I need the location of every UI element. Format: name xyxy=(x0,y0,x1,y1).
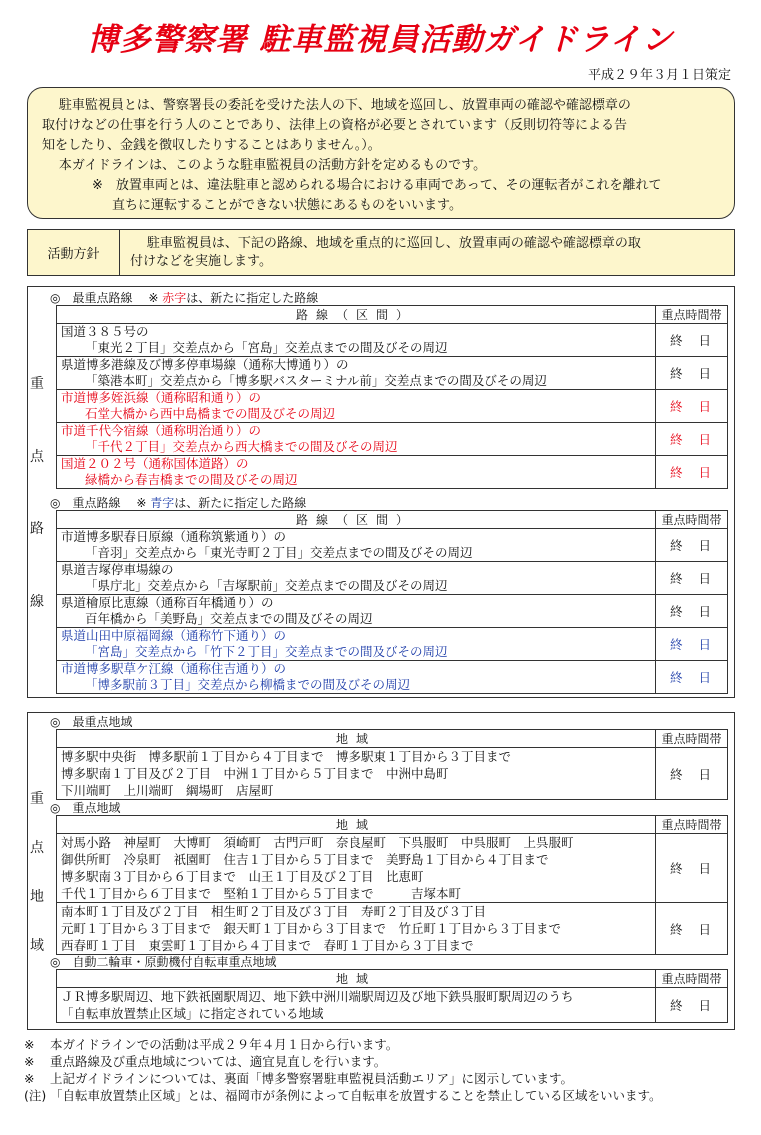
time-cell: 終日 xyxy=(656,748,728,800)
route-name: 市道博多駅草ケ江線（通称住吉通り）の xyxy=(61,661,287,676)
policy-line: 駐車監視員は、下記の路線、地域を重点的に巡回し、放置車両の確認や確認標章の取 xyxy=(146,236,641,251)
column-header: 路線（区間） xyxy=(57,511,656,529)
table-row xyxy=(57,628,728,661)
area-line: 南本町１丁目及び２丁目 相生町２丁目及び３丁目 寿町２丁目及び３丁目 xyxy=(61,904,487,919)
route-section: 「宮島」交差点から「竹下２丁目」交差点までの間及びその周辺 xyxy=(85,644,448,659)
policy-panel xyxy=(27,229,735,276)
footer-note xyxy=(24,1070,662,1087)
routes-box xyxy=(27,286,735,698)
table-row xyxy=(57,357,728,390)
area-line: 博多駅南１丁目及び２丁目 中洲１丁目から５丁目まで 中洲中島町 xyxy=(61,766,449,781)
route-section: 緑橋から春吉橋までの間及びその周辺 xyxy=(85,472,298,487)
table-row xyxy=(57,390,728,423)
time-cell: 終日 xyxy=(656,988,728,1023)
route-section: 「築港本町」交差点から「博多駅バスターミナル前」交差点までの間及びその周辺 xyxy=(85,373,547,388)
footer-notes xyxy=(24,1036,662,1104)
footer-text: 重点路線及び重点地域については、適宜見直しを行います。 xyxy=(50,1054,387,1069)
section-note-mark: ※ xyxy=(148,291,159,305)
side-char: 重 xyxy=(30,376,44,393)
section-title: ◎ 最重点路線 xyxy=(50,291,133,305)
footer-mark: ※ xyxy=(24,1054,35,1069)
section-note: は、新たに指定した路線 xyxy=(186,291,319,305)
section-heading xyxy=(50,494,306,511)
side-char: 地 xyxy=(30,888,44,905)
table-row xyxy=(57,903,728,955)
area-line: 元町１丁目から３丁目まで 銀天町１丁目から３丁目まで 竹丘町１丁目から３丁目まで xyxy=(61,921,562,936)
intro-panel xyxy=(27,87,735,219)
policy-label: 活動方針 xyxy=(28,230,120,275)
time-cell: 終日 xyxy=(656,357,728,390)
section-note-highlight: 青字 xyxy=(150,496,175,510)
column-header: 重点時間帯 xyxy=(656,511,728,529)
column-header: 地域 xyxy=(57,816,656,834)
footer-text: 「自転車放置禁止区域」とは、福岡市が条例によって自転車を放置することを禁止している区域をいいます。 xyxy=(50,1088,662,1103)
footer-mark: ※ xyxy=(24,1037,35,1052)
third-areas-table xyxy=(56,969,728,1023)
intro-note: 直ちに運転することができない状態にあるものをいいます。 xyxy=(112,198,462,213)
footer-note xyxy=(24,1036,662,1053)
column-header: 重点時間帯 xyxy=(656,730,728,748)
second-routes-table xyxy=(56,510,728,694)
area-line: 西春町１丁目 東雲町１丁目から４丁目まで 春町１丁目から３丁目まで xyxy=(61,938,474,953)
area-line: ＪＲ博多駅周辺、地下鉄祇園駅周辺、地下鉄中洲川端駅周辺及び地下鉄呉服町駅周辺のうち xyxy=(61,989,574,1004)
footer-mark: (注) xyxy=(24,1088,47,1103)
time-cell: 終日 xyxy=(656,423,728,456)
intro-text: 本ガイドラインは、このような駐車監視員の活動方針を定めるものです。 xyxy=(58,158,487,173)
column-header: 重点時間帯 xyxy=(656,306,728,324)
route-section: 「博多駅前３丁目」交差点から柳橋までの間及びその周辺 xyxy=(85,677,411,692)
time-cell: 終日 xyxy=(656,595,728,628)
section-note-highlight: 赤字 xyxy=(162,291,187,305)
time-cell: 終日 xyxy=(656,903,728,955)
route-section: 「音羽」交差点から「東光寺町２丁目」交差点までの間及びその周辺 xyxy=(85,545,473,560)
route-name: 県道檜原比恵線（通称百年橋通り）の xyxy=(61,595,274,610)
route-name: 市道博多駅春日原線（通称筑紫通り）の xyxy=(61,529,287,544)
route-name: 国道３８５号の xyxy=(61,324,149,339)
footer-note xyxy=(24,1087,662,1104)
footer-mark: ※ xyxy=(24,1071,35,1086)
route-name: 国道２０２号（通称国体道路）の xyxy=(61,456,249,471)
route-section: 「千代２丁目」交差点から西大橋までの間及びその周辺 xyxy=(85,439,398,454)
footer-text: 上記ガイドラインについては、裏面「博多警察署駐車監視員活動エリア」に図示しています。 xyxy=(50,1071,574,1086)
route-cell xyxy=(57,628,656,661)
section-heading xyxy=(50,289,318,306)
time-cell: 終日 xyxy=(656,562,728,595)
side-char: 点 xyxy=(30,448,44,465)
section-heading: ◎ 自動二輪車・原動機付自転車重点地域 xyxy=(50,955,277,969)
area-line: 対馬小路 神屋町 大博町 須崎町 古門戸町 奈良屋町 下呉服町 中呉服町 上呉服町 xyxy=(61,835,574,850)
footer-text: 本ガイドラインでの活動は平成２９年４月１日から行います。 xyxy=(50,1037,399,1052)
table-row xyxy=(57,748,728,800)
table-row xyxy=(57,562,728,595)
route-name: 県道吉塚停車場線の xyxy=(61,562,174,577)
route-section: 石堂大橋から西中島橋までの間及びその周辺 xyxy=(85,406,336,421)
column-header: 地域 xyxy=(57,970,656,988)
second-areas-table xyxy=(56,815,728,955)
area-line: 千代１丁目から６丁目まで 堅粕１丁目から５丁目まで 吉塚本町 xyxy=(61,886,462,901)
policy-line: 付けなどを実施します。 xyxy=(130,254,272,269)
areas-box xyxy=(27,712,735,1030)
table-row xyxy=(57,423,728,456)
section-heading: ◎ 重点地域 xyxy=(50,801,121,815)
area-line: 御供所町 冷泉町 祇園町 住吉１丁目から５丁目まで 美野島１丁目から４丁目まで xyxy=(61,852,549,867)
table-row xyxy=(57,661,728,694)
route-name: 県道山田中原福岡線（通称竹下通り）の xyxy=(61,628,287,643)
time-cell: 終日 xyxy=(656,456,728,489)
area-cell xyxy=(57,988,656,1023)
table-row xyxy=(57,988,728,1023)
table-row xyxy=(57,834,728,903)
intro-note: ※ 放置車両とは、違法駐車と認められる場合における車両であって、その運転者がこれを離れて xyxy=(92,178,662,193)
page-title: 博多警察署 駐車監視員活動ガイドライン xyxy=(87,22,674,58)
table-row xyxy=(57,456,728,489)
area-line: 博多駅中央街 博多駅前１丁目から４丁目まで 博多駅東１丁目から３丁目まで xyxy=(61,749,512,764)
time-cell: 終日 xyxy=(656,628,728,661)
route-section: 「県庁北」交差点から「吉塚駅前」交差点までの間及びその周辺 xyxy=(85,578,448,593)
area-cell xyxy=(57,834,656,903)
area-cell xyxy=(57,748,656,800)
areas-side-label xyxy=(28,713,46,1029)
route-section: 「東光２丁目」交差点から「宮島」交差点までの間及びその周辺 xyxy=(85,340,448,355)
route-name: 県道博多港線及び博多停車場線（通称大博通り）の xyxy=(61,357,349,372)
section-note: は、新たに指定した路線 xyxy=(174,496,307,510)
time-cell: 終日 xyxy=(656,661,728,694)
table-row xyxy=(57,595,728,628)
area-line: 博多駅南３丁目から６丁目まで 山王１丁目及び２丁目 比恵町 xyxy=(61,869,424,884)
area-cell xyxy=(57,903,656,955)
intro-text: 取付けなどの仕事を行う人のことであり、法律上の資格が必要とされています（反則切符等による告 xyxy=(42,118,628,133)
table-row xyxy=(57,324,728,357)
column-header: 重点時間帯 xyxy=(656,970,728,988)
side-char: 路 xyxy=(30,521,44,538)
column-header: 地域 xyxy=(57,730,656,748)
side-char: 線 xyxy=(30,593,44,610)
side-char: 域 xyxy=(30,937,44,954)
table-row xyxy=(57,529,728,562)
top-routes-table xyxy=(56,305,728,489)
section-heading: ◎ 最重点地域 xyxy=(50,715,133,729)
intro-text: 知をしたり、金銭を徴収したりすることはありません。）。 xyxy=(42,138,381,153)
route-cell xyxy=(57,529,656,562)
route-cell xyxy=(57,357,656,390)
intro-text: 駐車監視員とは、警察署長の委託を受けた法人の下、地域を巡回し、放置車両の確認や確認標章の xyxy=(58,98,631,113)
section-title: ◎ 重点路線 xyxy=(50,496,121,510)
route-cell xyxy=(57,661,656,694)
footer-note xyxy=(24,1053,662,1070)
column-header: 重点時間帯 xyxy=(656,816,728,834)
route-cell xyxy=(57,423,656,456)
area-line: 「自転車放置禁止区域」に指定されている地域 xyxy=(61,1006,324,1021)
time-cell: 終日 xyxy=(656,390,728,423)
section-note-mark: ※ xyxy=(136,496,147,510)
top-areas-table xyxy=(56,729,728,800)
route-cell xyxy=(57,324,656,357)
side-char: 点 xyxy=(30,839,44,856)
time-cell: 終日 xyxy=(656,324,728,357)
issue-date: 平成２９年３月１日策定 xyxy=(587,68,731,83)
route-section: 百年橋から「美野島」交差点までの間及びその周辺 xyxy=(85,611,373,626)
policy-text xyxy=(120,230,734,275)
area-line: 下川端町 上川端町 綱場町 店屋町 xyxy=(61,783,274,798)
time-cell: 終日 xyxy=(656,834,728,903)
route-name: 市道千代今宿線（通称明治通り）の xyxy=(61,423,262,438)
routes-side-label xyxy=(28,287,46,697)
route-name: 市道博多姪浜線（通称昭和通り）の xyxy=(61,390,262,405)
time-cell: 終日 xyxy=(656,529,728,562)
side-char: 重 xyxy=(30,790,44,807)
route-cell xyxy=(57,456,656,489)
route-cell xyxy=(57,562,656,595)
route-cell xyxy=(57,390,656,423)
column-header: 路線（区間） xyxy=(57,306,656,324)
route-cell xyxy=(57,595,656,628)
